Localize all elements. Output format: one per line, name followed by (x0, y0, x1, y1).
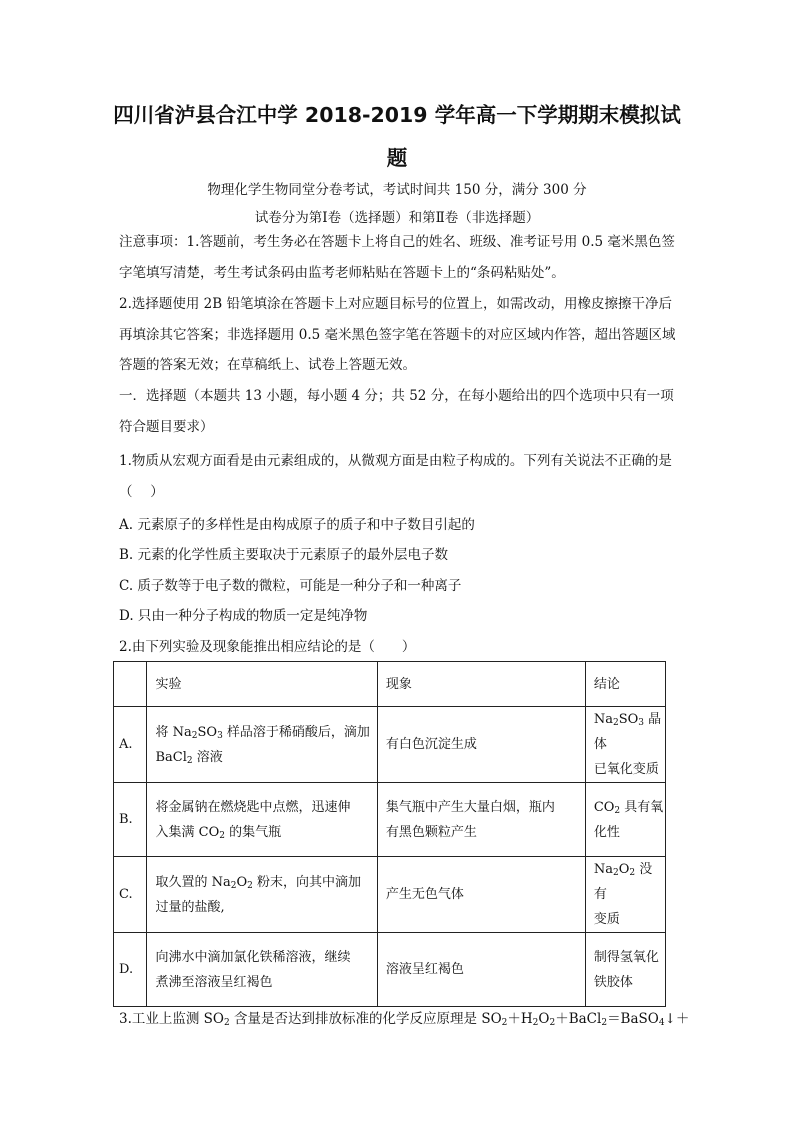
question-1-option-a: A. 元素原子的多样性是由构成原子的质子和中子数目引起的 (119, 517, 475, 533)
experiment-cell: 将 $Na_2SO_3$ 样品溶于稀硝酸后，滴加 BaCl$_2$ 溶液 (147, 707, 377, 783)
exam-subtitle-1: 物理化学生物同堂分卷考试，考试时间共 150 分，满分 300 分 (207, 182, 587, 198)
table-row (114, 933, 666, 1007)
section-heading: 一．选择题（本题共 13 小题，每小题 4 分；共 52 分，在每小题给出的四个选项中只有一项符合题目要求） (119, 388, 674, 435)
title-line-1: 四川省泸县合江中学 2018-2019 学年高一下学期期末模拟试 (113, 103, 681, 127)
experiment-cell: 取久置的 $Na_2O_2$ 粉末，向其中滴加 过量的盐酸, (147, 857, 377, 933)
header-cell-empty (114, 662, 147, 707)
header-cell-phenomenon: 现象 (377, 662, 585, 707)
experiment-cell: 向沸水中滴加氯化铁稀溶液，继续 煮沸至溶液呈红褐色 (147, 933, 377, 1007)
notice-paragraph-1: 注意事项：1.答题前，考生务必在答题卡上将自己的姓名、班级、准考证号用 0.5 毫米黑色签字笔填写清楚，考生考试条码由监考老师粘贴在答题卡上的“条码粘贴处”。 (119, 234, 675, 281)
table-header-row (114, 662, 666, 707)
exam-subtitle-2: 试卷分为第Ⅰ卷（选择题）和第Ⅱ卷（非选择题） (254, 210, 540, 226)
question-1-option-c: C. 质子数等于电子数的微粒，可能是一种分子和一种离子 (119, 578, 462, 594)
phenomenon-cell: 有白色沉淀生成 (377, 707, 585, 783)
question-2-stem: 2.由下列实验及现象能推出相应结论的是（ ） (119, 639, 416, 655)
table-row (114, 857, 666, 933)
phenomenon-cell: 溶液呈红褐色 (377, 933, 585, 1007)
phenomenon-cell: 产生无色气体 (377, 857, 585, 933)
phenomenon-cell: 集气瓶中产生大量白烟，瓶内 有黑色颗粒产生 (377, 783, 585, 857)
conclusion-cell: $Na_2SO_3$ 晶体 已氧化变质 (585, 707, 665, 783)
title-line-2: 题 (386, 146, 408, 170)
question-1-option-b: B. 元素的化学性质主要取决于元素原子的最外层电子数 (119, 547, 449, 563)
notice-paragraph-2: 2.选择题使用 2B 铅笔填涂在答题卡上对应题目标号的位置上，如需改动，用橡皮擦擦干净后再填涂其它答案；非选择题用 0.5 毫米黑色签字笔在答题卡的对应区域内作答，超出答题区域答题的答案无效；在草稿纸上、试卷上答题无效。 (119, 296, 676, 373)
row-label: D. (114, 933, 147, 1007)
experiment-table (113, 661, 666, 1007)
row-label: C. (114, 857, 147, 933)
question-1-stem: 1.物质从宏观方面看是由元素组成的，从微观方面是由粒子构成的。下列有关说法不正确的是（ ） (119, 453, 672, 500)
conclusion-cell: 制得氢氧化 铁胶体 (585, 933, 665, 1007)
row-label: A. (114, 707, 147, 783)
conclusion-cell: $CO_2$ 具有氧 化性 (585, 783, 665, 857)
table-row (114, 707, 666, 783)
table-row (114, 783, 666, 857)
question-1-option-d: D. 只由一种分子构成的物质一定是纯净物 (119, 608, 368, 624)
exam-title (110, 94, 684, 180)
row-label: B. (114, 783, 147, 857)
question-3-stem: 3.工业上监测 $SO_2$ 含量是否达到排放标准的化学反应原理是 $SO_2+H_2O_2+BaCl_2=BaSO_4↓+$ (119, 1011, 690, 1028)
header-cell-experiment: 实验 (147, 662, 377, 707)
header-cell-conclusion: 结论 (585, 662, 665, 707)
conclusion-cell: $Na_2O_2$ 没有 变质 (585, 857, 665, 933)
experiment-cell: 将金属钠在燃烧匙中点燃，迅速伸 入集满 $CO_2$ 的集气瓶 (147, 783, 377, 857)
